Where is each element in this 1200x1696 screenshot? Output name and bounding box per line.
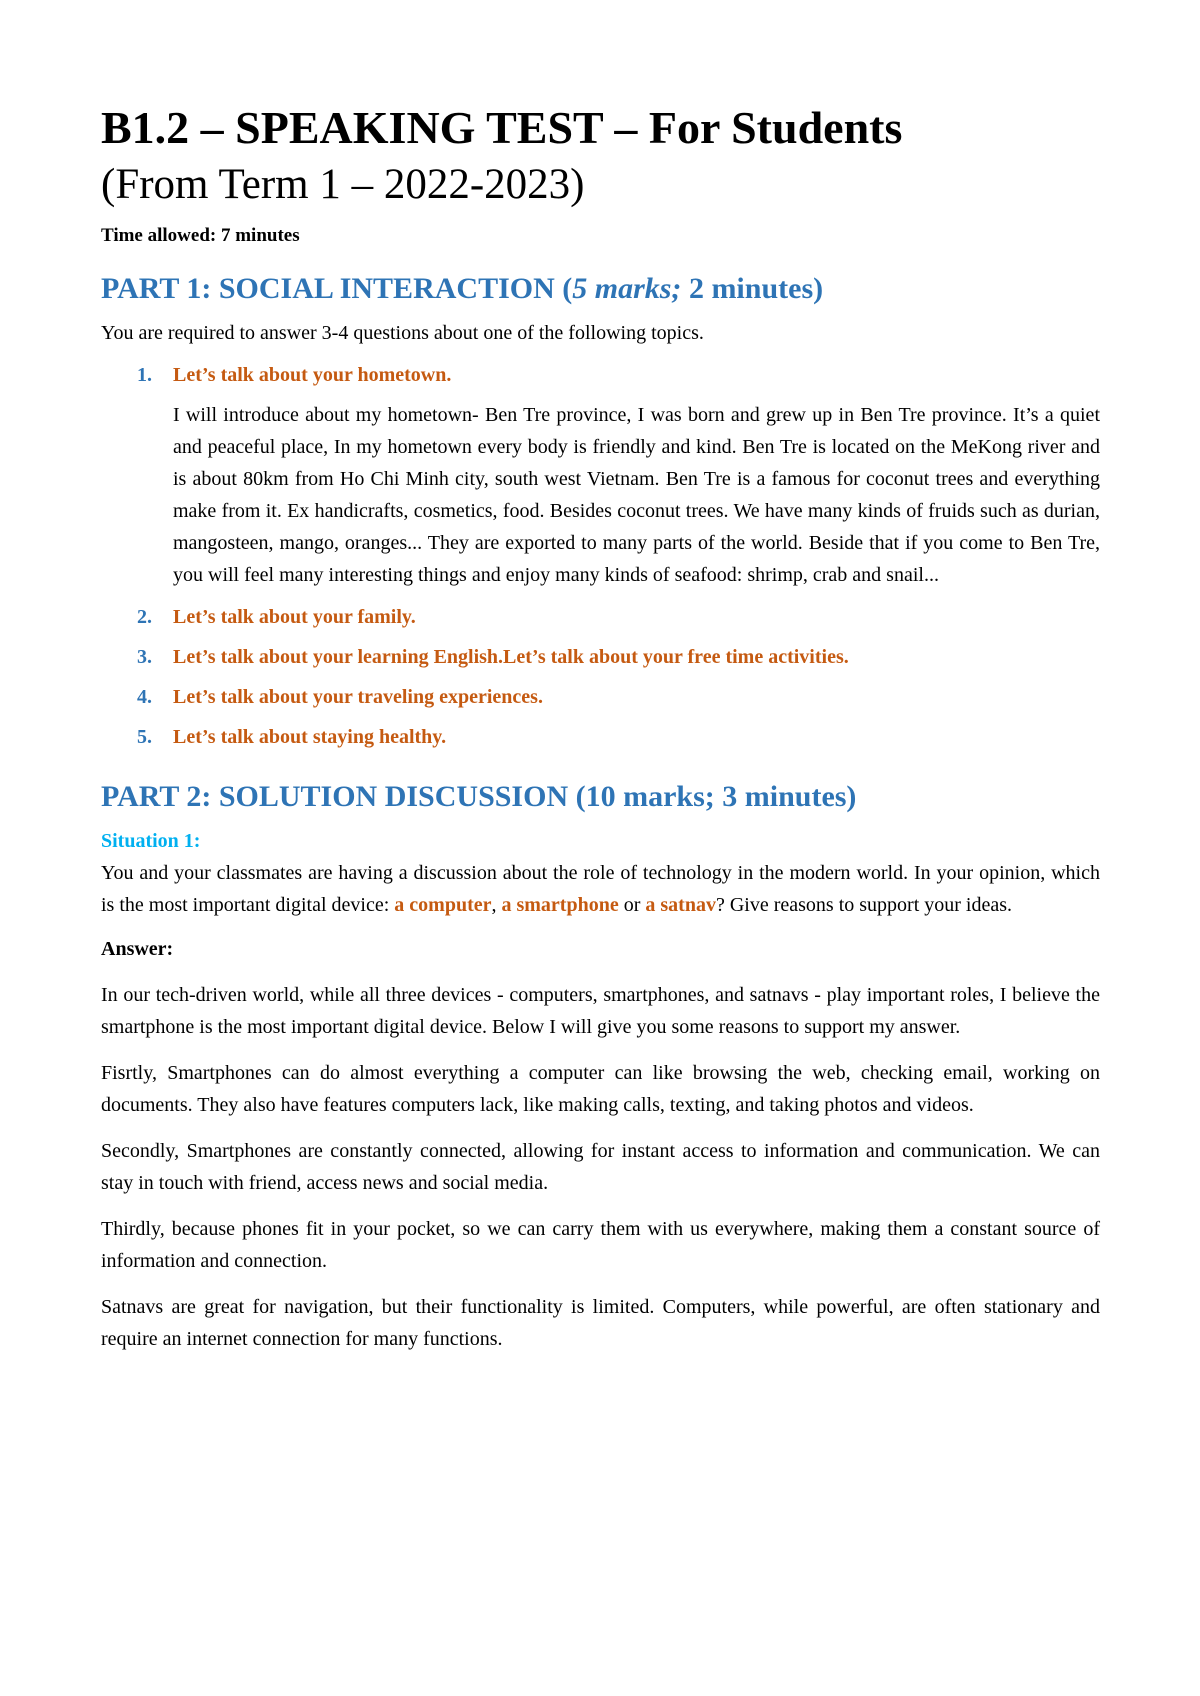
topic-text: Let’s talk about your hometown. <box>173 363 452 386</box>
topic-list-rest <box>101 603 1100 751</box>
time-allowed: Time allowed: 7 minutes <box>101 224 300 246</box>
document-subtitle: (From Term 1 – 2022-2023) <box>101 161 585 209</box>
situation-label: Situation 1: <box>101 829 201 852</box>
topic-list <box>101 361 1100 389</box>
hometown-answer: I will introduce about my hometown- Ben Tre province, I was born and grew up in Ben Tre province. It’s a quiet and peaceful place, In my hometown every body is friendly and kind. Ben Tre is located on the MeKong river and is about 80km from Ho Chi Minh city, south west Vietnam. Ben Tre is a famous for coconut trees and everything make from it. Ex handicrafts, cosmetics, food. Besides coconut trees. We have many kinds of fruids such as durian, mangosteen, mango, oranges... They are exported to many parts of the world. Beside that if you come to Ben Tre, you will feel many interesting things and enjoy many kinds of seafood: shrimp, crab and snail... <box>173 403 1100 586</box>
answer-label: Answer: <box>101 937 174 960</box>
situation-t2: , <box>491 893 502 916</box>
part1-heading <box>101 271 1100 307</box>
list-item <box>101 361 1100 389</box>
answer-paragraph: Secondly, Smartphones are constantly connected, allowing for instant access to information and communication. We can stay in touch with friend, access news and social media. <box>101 1139 1100 1194</box>
part2-heading: PART 2: SOLUTION DISCUSSION (10 marks; 3 minutes) <box>101 779 857 813</box>
answer-paragraph: In our tech-driven world, while all three devices - computers, smartphones, and satnavs - play important roles, I believe the smartphone is the most important digital device. Below I will give you some reasons to support my answer. <box>101 983 1100 1038</box>
list-item <box>101 683 1100 711</box>
situation-text <box>101 857 1100 921</box>
part1-instruction: You are required to answer 3-4 questions about one of the following topics. <box>101 321 704 344</box>
topic-text: Let’s talk about staying healthy. <box>173 725 447 748</box>
part1-heading-a: PART 1: SOCIAL INTERACTION ( <box>101 271 573 305</box>
option-smartphone: a smartphone <box>501 893 619 916</box>
topic-text: Let’s talk about your family. <box>173 605 416 628</box>
option-satnav: a satnav <box>645 893 716 916</box>
topic-number: 5. <box>137 725 152 748</box>
situation-t1: You and your classmates are having a discussion about the role of technology in the modern world. In your opinion, which is the most important digital device: <box>101 861 1100 916</box>
situation-t4: ? Give reasons to support your ideas. <box>715 893 1013 916</box>
topic-number: 1. <box>137 363 152 386</box>
list-item <box>101 643 1100 671</box>
situation-t3: or <box>618 893 646 916</box>
topic-text: Let’s talk about your traveling experiences. <box>173 685 543 708</box>
answer-paragraph: Fisrtly, Smartphones can do almost everything a computer can like browsing the web, checking email, working on documents. They also have features computers lack, like making calls, texting, and taking photos and videos. <box>101 1061 1100 1116</box>
topic-text: Let’s talk about your learning English.Let’s talk about your free time activities. <box>173 645 849 668</box>
part1-heading-marks: 5 marks; <box>572 271 682 305</box>
option-computer: a computer <box>394 893 492 916</box>
topic-number: 2. <box>137 605 152 628</box>
document-title: B1.2 – SPEAKING TEST – For Students <box>101 102 903 153</box>
topic-number: 3. <box>137 645 152 668</box>
topic-number: 4. <box>137 685 152 708</box>
list-item <box>101 723 1100 751</box>
answer-paragraph: Thirdly, because phones fit in your pocket, so we can carry them with us everywhere, making them a constant source of information and connection. <box>101 1217 1100 1272</box>
answer-paragraph: Satnavs are great for navigation, but their functionality is limited. Computers, while powerful, are often stationary and require an internet connection for many functions. <box>101 1295 1100 1350</box>
list-item <box>101 603 1100 631</box>
part1-heading-b: 2 minutes) <box>681 271 824 305</box>
